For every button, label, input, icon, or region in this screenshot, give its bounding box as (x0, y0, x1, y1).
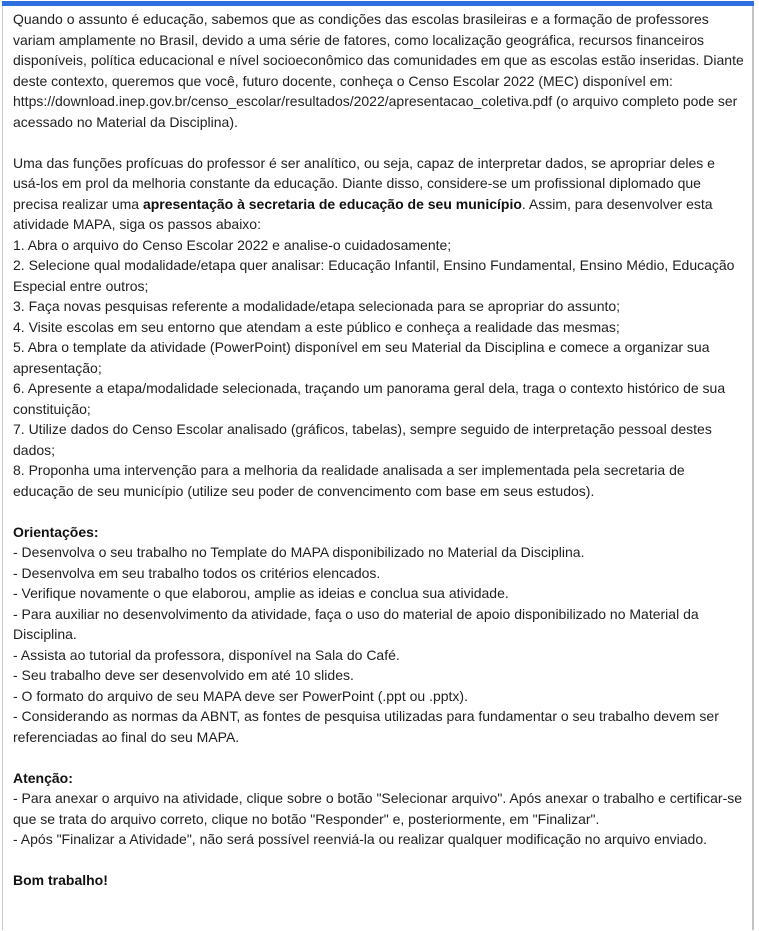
atencao-item: - Para anexar o arquivo na atividade, clique sobre o botão "Selecionar arquivo". Após anexar o trabalho e certificar-se que se trata do arquivo correto, clique no botão "Responder" e, posteriormente, em "Finalizar". (13, 790, 743, 827)
orientacoes-heading: Orientações: (13, 523, 99, 540)
orientacao-item: - Desenvolva o seu trabalho no Template do MAPA disponibilizado no Material da Disciplina. (13, 544, 585, 560)
activity-description-body (3, 6, 752, 903)
step-item: 7. Utilize dados do Censo Escolar analisado (gráficos, tabelas), sempre seguido de interpretação pessoal destes dados; (13, 421, 712, 458)
orientacao-item: - Verifique novamente o que elaborou, amplie as ideias e conclua sua atividade. (13, 585, 509, 601)
censo-escolar-url: https://download.inep.gov.br/censo_escolar/resultados/2022/apresentacao_coletiva.pdf (13, 93, 553, 109)
orientacao-item: - Para auxiliar no desenvolvimento da atividade, faça o uso do material de apoio disponibilizado no Material da Disciplina. (13, 605, 699, 642)
atencao-heading: Atenção: (13, 769, 73, 786)
intro-text-before-url: Quando o assunto é educação, sabemos que as condições das escolas brasileiras e a formação de professores variam amplamente no Brasil, devido a uma série de fatores, como localização geográfica, recursos financeiros disponíveis, política educacional e nível socioeconômico das comunidades em que as escolas estão inseridas. Diante deste contexto, queremos que você, futuro docente, conheça o Censo Escolar 2022 (MEC) disponível em: (13, 11, 744, 89)
task-paragraph (13, 153, 744, 235)
steps-list (13, 235, 744, 502)
orientacao-item: - Desenvolva em seu trabalho todos os critérios elencados. (13, 564, 381, 581)
step-item: 5. Abra o template da atividade (PowerPoint) disponível em seu Material da Disciplina e comece a organizar sua apresentação; (13, 339, 710, 376)
task-text-before-bold: Uma das funções profícuas do professor é ser analítico, ou seja, capaz de interpretar dados, se apropriar deles e usá-los em prol da melhoria constante da educação. Diante disso, considere-se um profissional diplomado que precisa realizar uma (13, 154, 715, 212)
step-item: 1. Abra o arquivo do Censo Escolar 2022 e analise-o cuidadosamente; (13, 236, 452, 253)
bold-task-phrase: apresentação à secretaria de educação de seu município (142, 195, 522, 212)
activity-description-panel (2, 1, 754, 930)
atencao-item: - Após "Finalizar a Atividade", não será possível reenviá-la ou realizar qualquer modificação no arquivo enviado. (13, 831, 707, 847)
step-item: 6. Apresente a etapa/modalidade selecionada, traçando um panorama geral dela, traga o contexto histórico de sua constituição; (13, 380, 726, 417)
orientacao-item: - Assista ao tutorial da professora, disponível na Sala do Café. (13, 646, 400, 663)
task-text-after-bold: . Assim, para desenvolver esta atividade MAPA, siga os passos abaixo: (13, 195, 713, 232)
orientacao-item: - Seu trabalho deve ser desenvolvido em até 10 slides. (13, 667, 354, 683)
orientacao-item: - Considerando as normas da ABNT, as fontes de pesquisa utilizadas para fundamentar o seu trabalho devem ser referenciadas ao final do seu MAPA. (13, 708, 719, 745)
intro-text-after-url: (o arquivo completo pode ser acessado no Material da Disciplina). (13, 93, 738, 130)
closing-message: Bom trabalho! (13, 872, 108, 888)
orientacoes-list (13, 542, 744, 747)
step-item: 8. Proponha uma intervenção para a melhoria da realidade analisada a ser implementada pela secretaria de educação de seu município (utilize seu poder de convencimento com base em seus estudos). (13, 462, 685, 499)
orientacao-item: - O formato do arquivo de seu MAPA deve ser PowerPoint (.ppt ou .pptx). (13, 687, 468, 704)
step-item: 3. Faça novas pesquisas referente a modalidade/etapa selecionada para se apropriar do assunto; (13, 298, 621, 314)
step-item: 2. Selecione qual modalidade/etapa quer analisar: Educação Infantil, Ensino Fundamental, Ensino Médio, Educação Especial entre outros; (13, 257, 735, 294)
step-item: 4. Visite escolas em seu entorno que atendam a este público e conheça a realidade das mesmas; (13, 318, 620, 335)
atencao-list (13, 788, 744, 850)
intro-paragraph (13, 9, 744, 132)
